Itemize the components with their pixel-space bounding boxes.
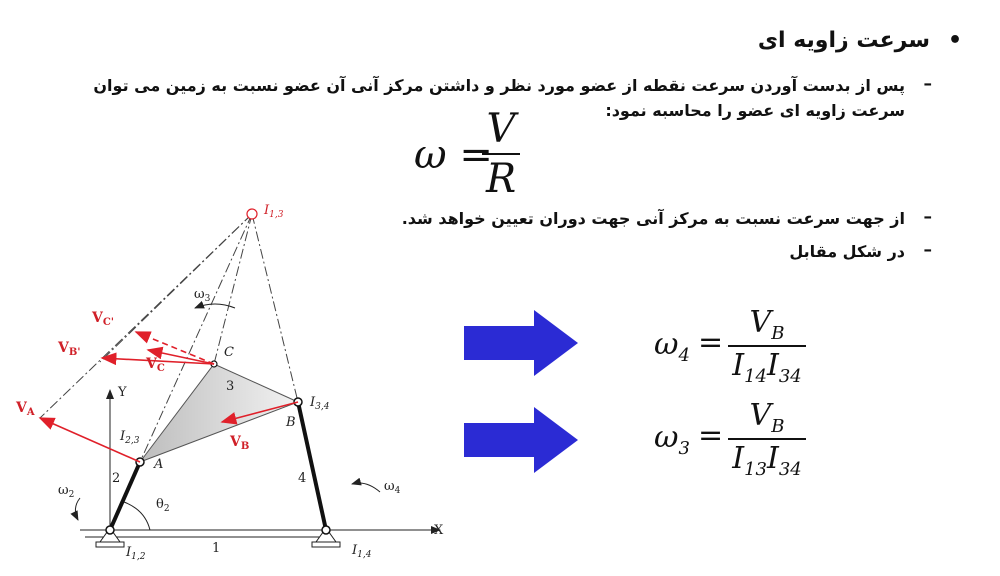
eq3-equals: = bbox=[698, 418, 724, 453]
main-numerator: V bbox=[486, 106, 516, 152]
label-link-4: 4 bbox=[298, 471, 307, 486]
text-line-2: سرعت زاویه ای عضو را محاسبه نمود: bbox=[605, 101, 905, 120]
main-denominator: R bbox=[485, 156, 517, 202]
label-B: B bbox=[286, 415, 296, 430]
eq3-numerator: $V_B$ bbox=[749, 398, 785, 437]
label-theta2: $\theta_2$ bbox=[156, 497, 170, 514]
label-omega2: $\omega_2$ bbox=[58, 483, 75, 500]
label-VC: $V_C$ bbox=[146, 356, 165, 374]
blue-arrow-2 bbox=[464, 407, 580, 473]
label-I12: $I_{1,2}$ bbox=[126, 545, 146, 562]
label-link-2: 2 bbox=[112, 471, 121, 486]
text-line-4: در شکل مقابل bbox=[789, 242, 905, 261]
eq3-bar bbox=[728, 438, 806, 440]
four-bar-diagram bbox=[0, 190, 460, 576]
eq3-denominator: $I_{13}I_{34}$ bbox=[732, 441, 802, 480]
label-C: C bbox=[224, 345, 234, 360]
dash-3: – bbox=[923, 207, 932, 227]
label-I34: $I_{3,4}$ bbox=[310, 395, 330, 412]
eq4-lhs: $\omega_4$ bbox=[654, 327, 690, 366]
joint-I12 bbox=[106, 526, 114, 534]
dash-4: – bbox=[923, 240, 932, 260]
text-line-3: از جهت سرعت نسبت به مرکز آنی جهت دوران تعیین خواهد شد. bbox=[401, 209, 905, 228]
label-I14: $I_{1,4}$ bbox=[352, 543, 372, 560]
label-omega3: $\omega_3$ bbox=[194, 287, 211, 304]
theta2-arc bbox=[124, 502, 150, 530]
omega4-arc bbox=[352, 483, 380, 492]
label-I13: $I_{1,3}$ bbox=[264, 203, 284, 220]
eq4-fraction bbox=[728, 305, 806, 387]
label-A: A bbox=[154, 457, 164, 472]
eq4-numerator: $V_B$ bbox=[749, 305, 785, 344]
label-VC-prime: $V_{C'}$ bbox=[92, 310, 114, 328]
eq4-equals: = bbox=[698, 325, 724, 360]
label-Y: Y bbox=[118, 385, 127, 400]
label-X: X bbox=[434, 523, 444, 538]
eq4-denominator: $I_{14}I_{34}$ bbox=[732, 348, 802, 387]
label-VB-prime: $V_{B'}$ bbox=[58, 340, 81, 358]
label-I23: $I_{2,3}$ bbox=[120, 429, 140, 446]
coupler-link bbox=[140, 364, 298, 462]
eq4-bar bbox=[728, 345, 806, 347]
label-VB: $V_B$ bbox=[230, 434, 250, 452]
fraction-bar bbox=[482, 153, 520, 155]
bullet: • bbox=[947, 28, 962, 53]
text-line-1: پس از بدست آوردن سرعت نقطه از عضو مورد نظر و داشتن مرکز آنی آن عضو نسبت به زمین می توان bbox=[93, 76, 905, 95]
equation-omega3 bbox=[654, 398, 814, 478]
blue-arrow-1 bbox=[464, 310, 580, 376]
equation-omega4 bbox=[654, 305, 814, 385]
omega2-arc bbox=[75, 498, 80, 520]
eq3-lhs: $\omega_3$ bbox=[654, 420, 690, 459]
main-equation-lhs: ω = bbox=[414, 132, 493, 178]
label-omega4: $\omega_4$ bbox=[384, 479, 401, 496]
slide-heading: سرعت زاویه ای bbox=[757, 28, 930, 53]
main-fraction bbox=[482, 106, 520, 202]
joint-I14 bbox=[322, 526, 330, 534]
rocker-link bbox=[298, 402, 326, 530]
label-link-1: 1 bbox=[212, 541, 221, 556]
instant-center-I13 bbox=[247, 209, 257, 219]
dash-1: – bbox=[923, 74, 932, 94]
label-link-3: 3 bbox=[226, 379, 235, 394]
eq3-fraction bbox=[728, 398, 806, 480]
label-VA: $V_A$ bbox=[16, 400, 35, 418]
